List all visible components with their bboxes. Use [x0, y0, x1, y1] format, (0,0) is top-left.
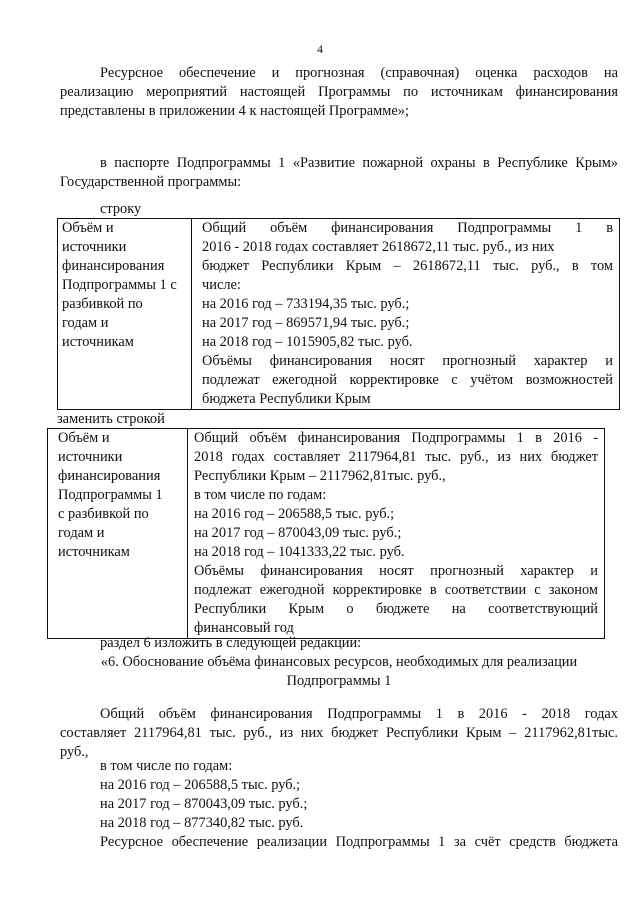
heading-line: Подпрограммы 1 [286, 673, 392, 689]
label-line: Подпрограммы 1 [58, 487, 163, 503]
label-line: Объём и [62, 220, 114, 236]
content-line: на 2018 год – 1015905,82 тыс. руб. [202, 334, 413, 350]
section6-total-paragraph [60, 705, 618, 762]
old-row-caption: строку [100, 201, 142, 217]
content-line: бюджет Республики Крым – 2618672,11 тыс. руб., в том [202, 258, 613, 274]
content-line: 2018 годах составляет 2117964,81 тыс. руб., из них бюджет [194, 449, 598, 465]
new-row-label-cell [48, 429, 188, 639]
content-line: на 2016 год – 206588,5 тыс. руб.; [194, 506, 395, 522]
label-line: источники [58, 449, 123, 465]
label-line: Объём и [58, 430, 110, 446]
last-line: Ресурсное обеспечение реализации Подпрограммы 1 за счёт средств бюджета [100, 834, 618, 850]
label-line: источники [62, 239, 127, 255]
content-line: Общий объём финансирования Подпрограммы 1 в [202, 220, 613, 236]
section6-heading [60, 653, 618, 691]
passport-line: в паспорте Подпрограммы 1 «Развитие пожарной охраны в Республике Крым» [100, 155, 618, 171]
label-line: разбивкой по [62, 296, 143, 312]
content-line: Республики Крым о бюджете на соответствующий [194, 601, 598, 617]
content-line: Объёмы финансирования носят прогнозный характер и [194, 563, 598, 579]
content-line: на 2017 год – 870043,09 тыс. руб.; [194, 525, 402, 541]
total-line: составляет 2117964,81 тыс. руб., из них бюджет Республики Крым – 2117962,81тыс. [60, 725, 618, 741]
intro-line: Ресурсное обеспечение и прогнозная (справочная) оценка расходов на [100, 65, 618, 81]
new-row-content-cell [188, 429, 605, 639]
passport-line: Государственной программы: [60, 174, 242, 190]
new-row-caption: заменить строкой [57, 411, 165, 427]
label-line: годам и [58, 525, 105, 541]
label-line: источникам [58, 544, 130, 560]
content-line: на 2017 год – 869571,94 тыс. руб.; [202, 315, 410, 331]
label-line: финансирования [62, 258, 165, 274]
content-line: финансовый год [194, 620, 294, 636]
content-line: Объёмы финансирования носят прогнозный характер и [202, 353, 613, 369]
intro-line: представлены в приложении 4 к настоящей Программе»; [60, 103, 409, 119]
content-line: в том числе по годам: [194, 487, 327, 503]
table-row [48, 429, 605, 639]
old-row-table [57, 218, 620, 410]
label-line: финансирования [58, 468, 161, 484]
content-line: на 2016 год – 733194,35 тыс. руб.; [202, 296, 410, 312]
content-line: числе: [202, 277, 241, 293]
label-line: с разбивкой по [58, 506, 149, 522]
year-line: в том числе по годам: [100, 758, 233, 774]
content-line: подлежат ежегодной корректировке с учётом возможностей [202, 372, 613, 388]
content-line: на 2018 год – 1041333,22 тыс. руб. [194, 544, 405, 560]
total-line: Общий объём финансирования Подпрограммы 1 в 2016 - 2018 годах [100, 706, 618, 722]
new-row-table [47, 428, 605, 639]
section6-intro: раздел 6 изложить в следующей редакции: [100, 635, 362, 651]
section6-last-line [100, 833, 618, 852]
old-row-content-cell [192, 219, 620, 410]
label-line: источникам [62, 334, 134, 350]
total-line: руб., [60, 744, 89, 760]
passport-paragraph [60, 154, 618, 192]
content-line: Общий объём финансирования Подпрограммы 1 в 2016 - [194, 430, 598, 446]
heading-line: «6. Обоснование объёма финансовых ресурсов, необходимых для реализации [100, 654, 578, 670]
content-line: Республики Крым – 2117962,81тыс. руб., [194, 468, 446, 484]
year-line: на 2016 год – 206588,5 тыс. руб.; [100, 777, 301, 793]
table-row [58, 219, 620, 410]
intro-line: реализацию мероприятий настоящей Программы по источникам финансирования [60, 84, 618, 100]
content-line: бюджета Республики Крым [202, 391, 371, 407]
intro-paragraph [60, 64, 618, 121]
content-line: 2016 - 2018 годах составляет 2618672,11 тыс. руб., из них [202, 239, 555, 255]
content-line: подлежат ежегодной корректировке в соответствии с законом [194, 582, 598, 598]
label-line: годам и [62, 315, 109, 331]
section6-by-years [100, 757, 307, 833]
label-line: Подпрограммы 1 с [62, 277, 177, 293]
year-line: на 2017 год – 870043,09 тыс. руб.; [100, 796, 308, 812]
old-row-label-cell [58, 219, 192, 410]
page-number: 4 [317, 42, 323, 56]
year-line: на 2018 год – 877340,82 тыс. руб. [100, 815, 304, 831]
